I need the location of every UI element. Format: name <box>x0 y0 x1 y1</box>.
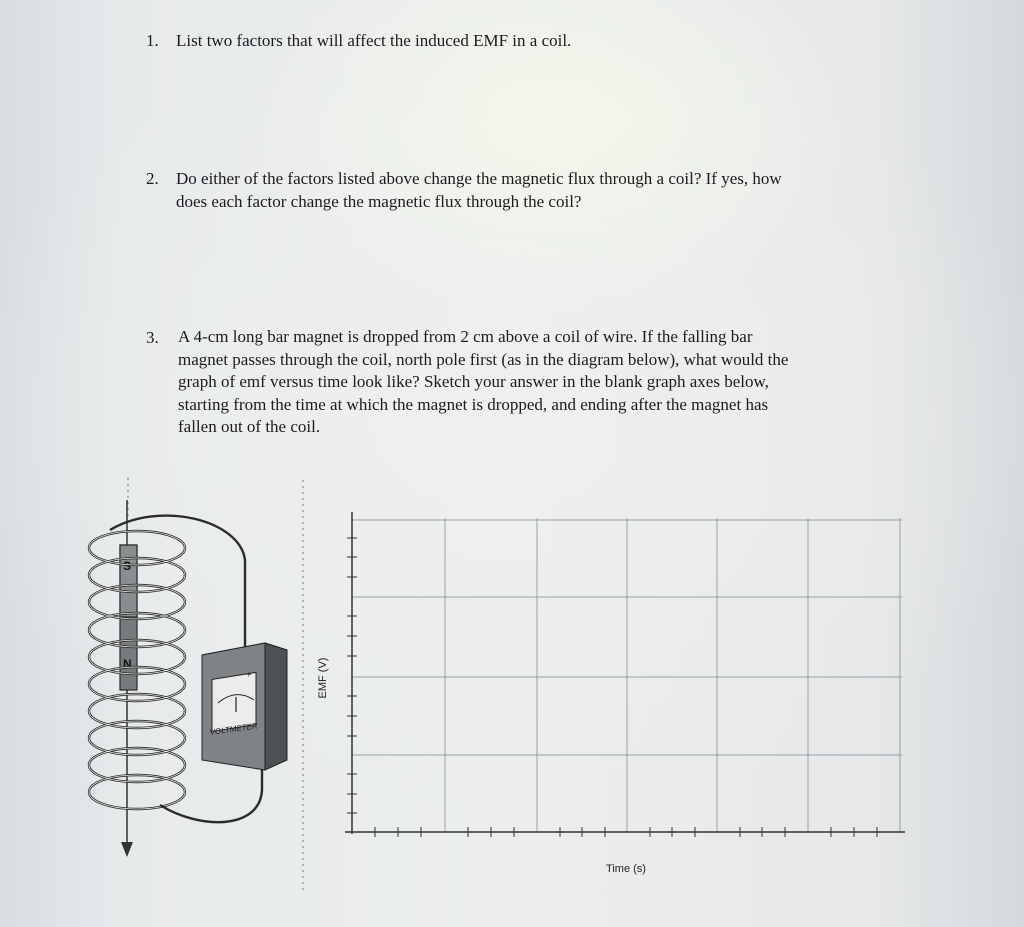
question-text: List two factors that will affect the induced EMF in a coil. <box>176 31 572 50</box>
magnet-south-half <box>120 545 137 617</box>
emf-graph <box>317 512 905 875</box>
question-text: A 4-cm long bar magnet is dropped from 2 cm above a coil of wire. If the falling bar magnet passes through the coil, north pole first (as in the diagram below), what would the graph of emf versus time look like? Sketch your answer in the blank graph axes below, starting from the time at which the magnet is dropped, and ending after the magnet has fallen out of the coil. <box>178 327 789 437</box>
x-axis-label: Time (s) <box>606 863 646 875</box>
voltmeter-label: VOLTMETER <box>209 721 259 737</box>
magnet-north-label: N <box>123 657 132 671</box>
question-text: Do either of the factors listed above change the magnetic flux through a coil? If yes, how does each factor change the magnetic flux through the coil? <box>176 169 782 211</box>
down-arrow-icon <box>121 842 133 857</box>
question-number: 3. <box>146 328 159 347</box>
magnet-south-label: S <box>123 559 132 573</box>
question-number: 2. <box>146 169 159 188</box>
graph-grid <box>352 518 902 832</box>
voltmeter <box>202 643 287 770</box>
coil-apparatus <box>89 500 287 857</box>
plus-terminal: + <box>246 670 252 681</box>
y-axis-label: EMF (V) <box>317 657 329 699</box>
question-number: 1. <box>146 31 159 50</box>
